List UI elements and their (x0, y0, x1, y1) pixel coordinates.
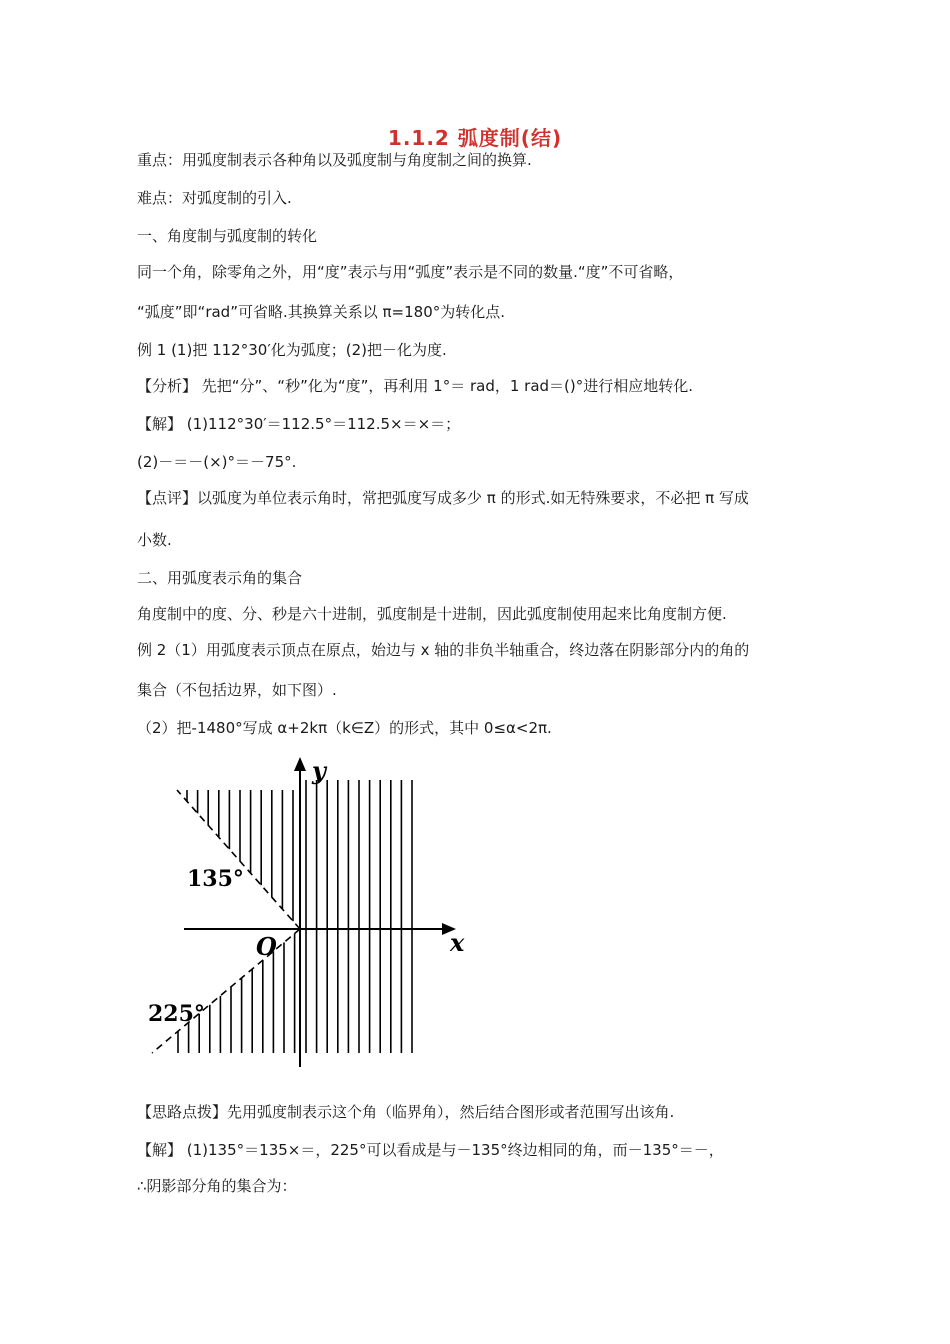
y-axis-arrow-icon (294, 757, 306, 771)
paragraph-1-line-1: 同一个角，除零角之外，用“度”表示与用“弧度”表示是不同的数量.“度”不可省略， (137, 263, 684, 281)
solution-2-line-1: 【解】 (1)135°＝135×＝，225°可以看成是与－135°终边相同的角，而－135°＝－， (137, 1141, 724, 1159)
angle-135-label: 135° (187, 866, 244, 892)
x-axis-label: x (450, 928, 465, 957)
hint-text: 【思路点拨】先用弧度制表示这个角（临界角），然后结合图形或者范围写出该角. (137, 1103, 675, 1121)
angle-225-label: 225° (148, 1001, 205, 1027)
solution-1-line-2: (2)－＝－(×)°＝－75°. (137, 453, 297, 471)
analysis-text: 【分析】 先把“分”、“秒”化为“度”，再利用 1°＝ rad，1 rad＝()°进行相应地转化. (137, 377, 694, 395)
page-title: 1.1.2 弧度制(结) (387, 126, 563, 150)
solution-2-line-2: ∴阴影部分角的集合为： (137, 1177, 297, 1195)
boundary-ray-225 (152, 929, 300, 1053)
paragraph-2: 角度制中的度、分、秒是六十进制，弧度制是十进制，因此弧度制使用起来比角度制方便. (137, 605, 727, 623)
comment-line-2: 小数. (137, 531, 172, 549)
section-heading-1: 一、角度制与弧度制的转化 (137, 227, 318, 245)
comment-line-1: 【点评】以弧度为单位表示角时，常把弧度写成多少 π 的形式.如无特殊要求，不必把 π 写成 (137, 489, 749, 507)
y-axis-label: y (312, 756, 326, 785)
section-heading-2: 二、用弧度表示角的集合 (137, 569, 303, 587)
key-point-text: 重点：用弧度制表示各种角以及弧度制与角度制之间的换算. (137, 151, 532, 169)
solution-1-line-1: 【解】 (1)112°30′＝112.5°＝112.5×＝×＝； (137, 415, 461, 433)
paragraph-1-line-2: “弧度”即“rad”可省略.其换算关系以 π=180°为转化点. (137, 303, 505, 321)
example-2-line-2: 集合（不包括边界，如下图）. (137, 681, 337, 699)
example-2-line-1: 例 2（1）用弧度表示顶点在原点，始边与 x 轴的非负半轴重合，终边落在阴影部分内的角的 (137, 641, 750, 659)
origin-label: O (256, 932, 277, 961)
hatch-lines (178, 780, 412, 1053)
example-1-text: 例 1 (1)把 112°30′化为弧度；(2)把－化为度. (137, 341, 447, 359)
difficulty-text: 难点：对弧度制的引入. (137, 189, 292, 207)
angle-region-figure (140, 755, 480, 1075)
boundary-ray-135 (177, 790, 300, 929)
example-2-line-3: （2）把-1480°写成 α+2kπ（k∈Z）的形式，其中 0≤α<2π. (137, 719, 552, 737)
